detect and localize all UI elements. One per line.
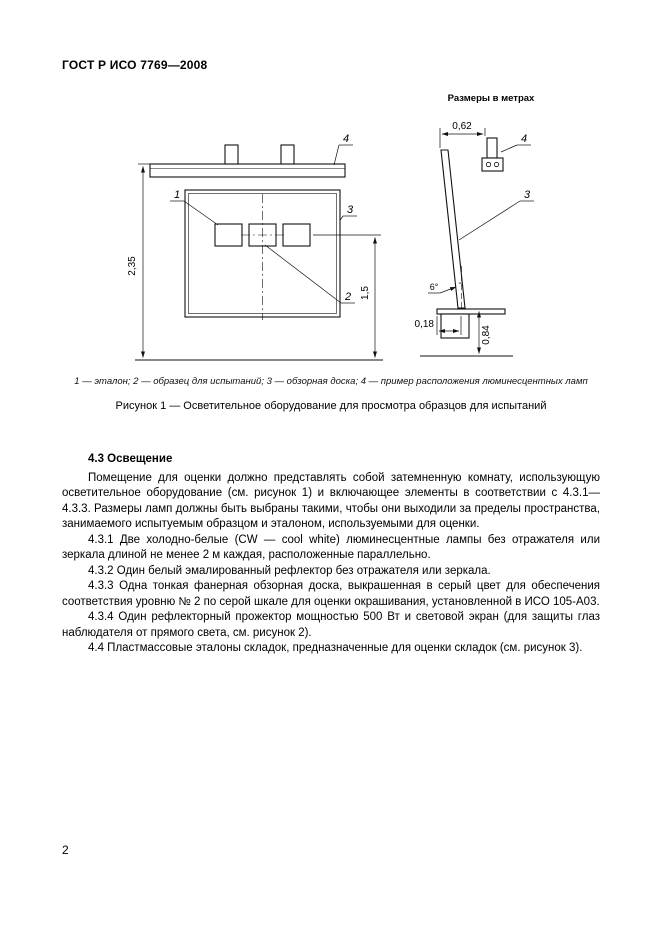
lamp-side-stem bbox=[487, 138, 497, 158]
lamp-fixture-bar bbox=[150, 164, 345, 177]
sample-right bbox=[283, 224, 310, 246]
dimension-lamp-offset: 0,62 bbox=[452, 121, 472, 132]
paragraph-4-3-2: 4.3.2 Один белый эмалированный рефлектор без отражателя или зеркала. bbox=[88, 564, 491, 577]
dimension-total-height: 2,35 bbox=[127, 256, 138, 276]
section-heading: 4.3 Освещение bbox=[88, 453, 173, 465]
dimension-board-height: 1,5 bbox=[360, 286, 371, 300]
callout-1: 1 bbox=[173, 189, 181, 201]
paragraph-4-3-4: 4.3.4 Один рефлекторный прожектор мощностью 500 Вт и световой экран (для защиты глаз наблюдателя от прямого света, см. рисунок 2). bbox=[62, 611, 600, 639]
callout-3-side: 3 bbox=[523, 189, 531, 201]
table-top bbox=[437, 309, 505, 314]
figure-legend: 1 — эталон; 2 — образец для испытаний; 3 — обзорная доска; 4 — пример расположения люминесцентных ламп bbox=[74, 376, 588, 387]
angle-leader bbox=[440, 287, 456, 293]
table-base bbox=[441, 314, 469, 338]
units-note: Размеры в метрах bbox=[447, 93, 535, 104]
paragraph-4-3-3: 4.3.3 Одна тонкая фанерная обзорная доска, выкрашенная в серый цвет для обеспечения соответствия уровню № 2 по серой шкале для оценки окрашивания, установленной в ИСО 105-А03. bbox=[62, 580, 600, 608]
front-view bbox=[150, 145, 345, 317]
dimension-table-height: 0,84 bbox=[481, 325, 492, 345]
reference-sample bbox=[215, 224, 242, 246]
callout-leader bbox=[334, 145, 339, 165]
document-header: ГОСТ Р ИСО 7769—2008 bbox=[62, 58, 208, 72]
callout-4-front: 4 bbox=[342, 133, 350, 145]
figure-caption: Рисунок 1 — Осветительное оборудование для просмотра образцов для испытаний bbox=[115, 400, 547, 412]
paragraph-4-4: 4.4 Пластмассовые эталоны складок, предназначенные для оценки складок (см. рисунок 3). bbox=[88, 642, 583, 654]
paragraph-4-3-1: 4.3.1 Две холодно-белые (CW — cool white) люминесцентные лампы без отражателя или зеркала длиной не менее 2 м каждая, расположенные параллельно. bbox=[62, 533, 600, 561]
callout-leader bbox=[501, 145, 517, 152]
lamp-mount-right bbox=[281, 145, 294, 164]
callout-3-front: 3 bbox=[346, 204, 354, 216]
lamp-mount-left bbox=[225, 145, 238, 164]
callout-4-side: 4 bbox=[520, 133, 528, 145]
callout-2: 2 bbox=[344, 291, 352, 303]
lamp-side-base bbox=[482, 158, 503, 171]
page-number: 2 bbox=[62, 843, 69, 857]
side-view bbox=[437, 138, 505, 338]
figure-1-drawing bbox=[85, 88, 555, 380]
section-4-3 bbox=[62, 452, 600, 657]
dimension-tilt-angle: 6° bbox=[429, 282, 439, 292]
dimension-table-offset: 0,18 bbox=[414, 319, 434, 330]
callout-leader bbox=[459, 201, 520, 240]
paragraph-intro: Помещение для оценки должно представлять собой затемненную комнату, использующую осветительное оборудование (см. рисунок 1) и включающее элементы в соответствии с 4.3.1—4.3.3. Размеры ламп должны быть выбраны такими, чтобы они выходили за пределы пространства, занимаемого испытуемым образцом и эталоном, используемыми для оценки. bbox=[62, 471, 600, 530]
